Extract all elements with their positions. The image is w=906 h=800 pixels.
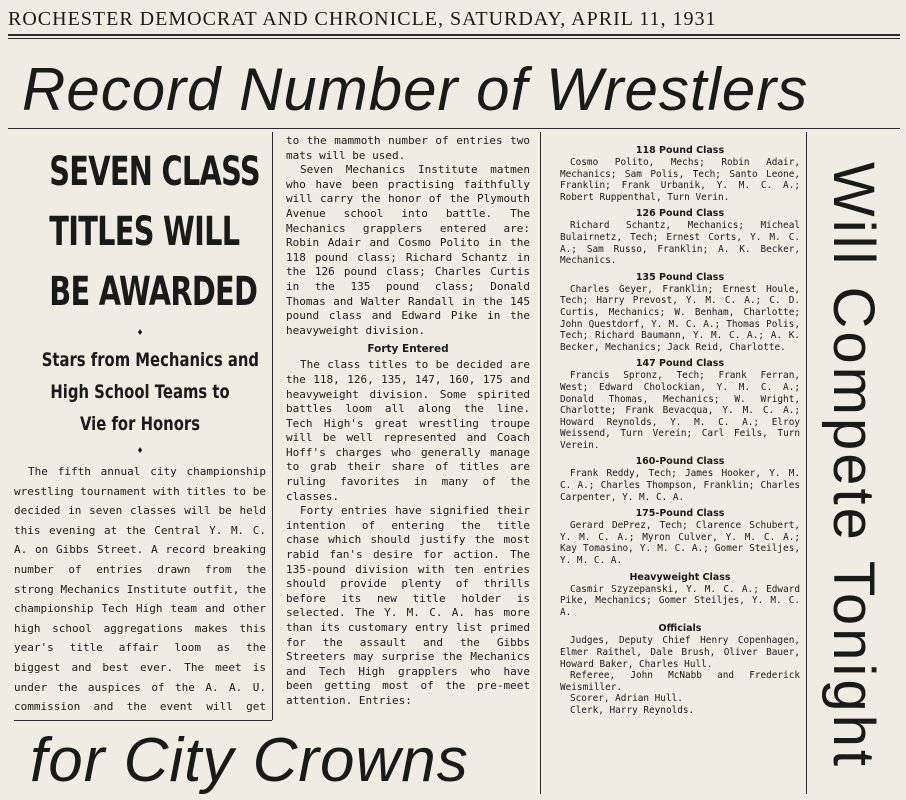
- deck-line: TITLES WILL: [49, 209, 240, 255]
- officials-line: Clerk, Harry Reynolds.: [570, 704, 695, 716]
- entries-column: [560, 140, 800, 788]
- masthead-rule: [8, 34, 900, 36]
- article-paragraph: The class titles to be decided are the 118, 126, 135, 147, 160, 175 and heavyweight division. Some spirited battles loom all along the line. Tech High's great wrestling troupe will be well represented and Coach Hoff's charges who generally manage to grab their share of titles are ruling favorites in many of the classes.: [286, 358, 530, 503]
- lead-column: [14, 142, 266, 718]
- officials-line: Referee, John McNabb and Frederick Weismiller.: [560, 670, 800, 693]
- weight-class-entries: Cosmo Polito, Mechs; Robin Adair, Mechanics; Sam Polis, Tech; Santo Leone, Franklin; Frank Urbanik, Y. M. C. A.; Robert Ruppenthal, Turn Verin.: [560, 157, 800, 203]
- continuation-column: [286, 134, 530, 722]
- column-bottom-rule: [14, 720, 272, 721]
- deck-sub-line: Vie for Honors: [79, 413, 201, 435]
- deck-headline: [49, 142, 260, 322]
- divider-bullet: ♦: [137, 445, 143, 456]
- headline-side-vertical: Will Compete Tonight: [821, 162, 886, 769]
- article-paragraph: Seven Mechanics Institute matmen who have been practising faithfully will carry the honor of the Plymouth Avenue school into battle. The Mechanics grapplers entered are: Robin Adair and Cosmo Polito in the 118 pound class; Richard Schantz in the 126 pound class; Charles Curtis in the 135 pound class; Donald Thomas and Walter Randall in the 145 pound class and Edward Pike in the heavyweight division.: [286, 163, 530, 337]
- article-subhead: Forty Entered: [367, 343, 449, 356]
- headline-bottom: for City Crowns: [30, 726, 469, 795]
- deck-line: BE AWARDED: [49, 269, 258, 315]
- officials-title: Officials: [658, 623, 702, 635]
- masthead: ROCHESTER DEMOCRAT AND CHRONICLE, SATURDAY, APRIL 11, 1931: [8, 8, 717, 30]
- weight-class-entries: Charles Geyer, Franklin; Ernest Houle, Tech; Harry Prevost, Y. M. C. A.; C. D. Curtis, Mechanics; W. Benham, Charlotte; John Questdorf, Y. M. C. A.; Thomas Polis, Tech; Richard Baumann, Y. M. C. A.; A. K. Becker, Mechanics; Jack Reid, Charlotte.: [560, 283, 800, 353]
- deck-line: SEVEN CLASS: [49, 149, 260, 195]
- officials-line: Judges, Deputy Chief Henry Copenhagen, Elmer Raithel, Dale Brush, Oliver Bauer, Howard Baker, Charles Hull.: [560, 635, 800, 670]
- article-paragraph: to the mammoth number of entries two mats will be used.: [286, 134, 530, 162]
- column-divider-2: [540, 132, 541, 794]
- article-paragraph: The fifth annual city championship wrestling tournament with titles to be decided in seven classes will be held this evening at the Central Y. M. C. A. on Gibbs Street. A record breaking number of entries drawn from the strong Mechanics Institute outfit, the championship Tech High team and other high school aggregations makes this year's title affair loom as the biggest and best ever. The meet is under the auspices of the A. A. U. commission and the event will get: [14, 465, 266, 714]
- weight-class-title: 135 Pound Class: [635, 271, 725, 283]
- weight-class-title: Heavyweight Class: [629, 571, 731, 583]
- weight-class-entries: Gerard DePrez, Tech; Clarence Schubert, Y. M. C. A.; Myron Culver, Y. M. C. A.; Kay Tomasino, Y. M. C. A.; Gomer Steiljes, Y. M. C. A.: [560, 520, 800, 567]
- weight-class-title: 147 Pound Class: [635, 358, 725, 370]
- weight-class-title: 118 Pound Class: [635, 145, 725, 156]
- deck-sub-line: Stars from Mechanics and: [41, 349, 259, 371]
- weight-class-entries: Frank Reddy, Tech; James Hooker, Y. M. C. A.; Charles Thompson, Franklin; Charles Carpenter, Y. M. C. A.: [560, 468, 800, 503]
- masthead-rule-thin: [8, 38, 900, 39]
- headline-rule: [8, 128, 900, 129]
- weight-class-entries: Richard Schantz, Mechanics; Micheal Bulairnetz, Tech; Ernest Corts, Y. M. C. A.; Sam Russo, Franklin; A. K. Becker, Mechanics.: [560, 220, 800, 267]
- article-paragraph: Forty entries have signified their intention of entering the title chase which should justify the most rabid fan's desire for action. The 135-pound division with ten entries should provide plenty of thrills before its new title holder is selected. The Y. M. C. A. has more than its customary entry list primed for the assault and the Gibbs Streeters may surprise the Mechanics and Tech High grapplers who have been getting most of the pre-meet attention. Entries:: [286, 504, 530, 707]
- column-divider-1: [272, 132, 273, 720]
- deck-subhead: [41, 344, 259, 440]
- column-divider-3: [806, 132, 807, 794]
- weight-class-entries: Casmir Szyzepanski, Y. M. C. A.; Edward Pike, Mechanics; Gomer Steiljes, Y. M. C. A.: [560, 583, 800, 618]
- weight-class-title: 175-Pound Class: [635, 508, 725, 520]
- officials-line: Scorer, Adrian Hull.: [570, 693, 683, 705]
- divider-bullet: ♦: [137, 327, 143, 338]
- headline-top: Record Number of Wrestlers: [22, 56, 809, 123]
- weight-class-title: 160-Pound Class: [635, 456, 725, 468]
- deck-sub-line: High School Teams to: [50, 381, 230, 403]
- weight-class-title: 126 Pound Class: [635, 208, 725, 220]
- weight-class-entries: Francis Spronz, Tech; Frank Ferran, West; Edward Cholockian, Y. M. C. A.; Donald Thomas, Mechanics; W. Wright, Charlotte; Frank Bevacqua, Y. M. C. A.; Howard Reynolds, Y. M. C. A.; Elroy Weissend, Turn Verein; Carl Feils, Turn Verein.: [560, 370, 800, 451]
